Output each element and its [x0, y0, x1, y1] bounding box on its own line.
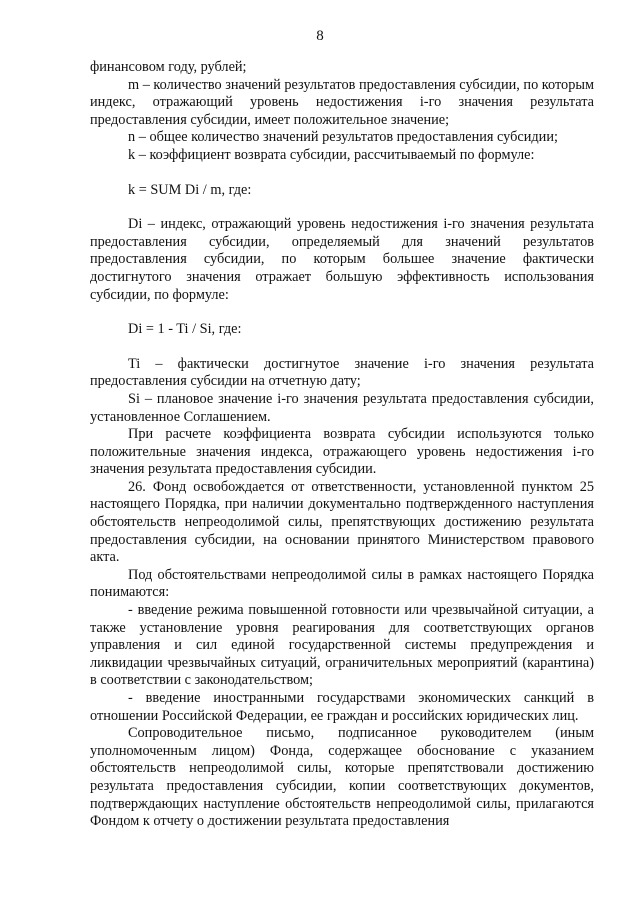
paragraph-ti-definition: Ti – фактически достигнутое значение i-го значения результата предоставления субсидии на отчетную дату; [90, 355, 594, 390]
paragraph-continuation: финансовом году, рублей; [90, 59, 247, 75]
paragraph-di-definition: Di – индекс, отражающий уровень недостижения i-го значения результата предоставления субсидии, определяемый для значений результатов предоставления субсидии, по которым большее значение фактически достигнутого значения отражает большую эффективность использования субсидии, по формуле: [90, 216, 594, 303]
paragraph-clause-26: 26. Фонд освобождается от ответственности, установленной пунктом 25 настоящего Порядка, при наличии документально подтвержденного наступления обстоятельств непреодолимой силы, препятствующих достижению результата предоставления субсидии, на основании принятого Министерством правового акта. [90, 478, 594, 566]
document-body [90, 59, 594, 831]
paragraph-k-definition: k – коэффициент возврата субсидии, рассчитываемый по формуле: [128, 146, 535, 163]
paragraph-si-definition: Si – плановое значение i-го значения результата предоставления субсидии, установленное Соглашением. [90, 390, 594, 425]
list-item-sanctions: - введение иностранными государствами экономических санкций в отношении Российской Федерации, ее граждан и российских юридических лиц. [90, 690, 594, 724]
list-item-emergency-regime: - введение режима повышенной готовности или чрезвычайной ситуации, а также установление уровня реагирования для соответствующих органов управления и сил единой государственной системы предупреждения и ликвидации чрезвычайных ситуаций, ограничительных мероприятий (карантина) в соответствии с законодательством; [90, 602, 594, 689]
formula-k: k = SUM Di / m, где: [128, 181, 252, 198]
paragraph-positive-values: При расчете коэффициента возврата субсидии используются только положительные значения индекса, отражающего уровень недостижения i-го значения результата предоставления субсидии. [90, 426, 594, 478]
paragraph-n-definition: n – общее количество значений результатов предоставления субсидии; [128, 129, 558, 146]
paragraph-cover-letter: Сопроводительное письмо, подписанное руководителем (иным уполномоченным лицом) Фонда, содержащее обоснование с указанием обстоятельств непреодолимой силы, которые препятствовали достижению результата предоставления субсидии, копии соответствующих документов, подтверждающих наступление обстоятельств непреодолимой силы, прилагаются Фондом к отчету о достижении результата предоставления [90, 725, 594, 830]
page-number: 8 [316, 28, 324, 44]
paragraph-m-definition: m – количество значений результатов предоставления субсидии, по которым индекс, отражающий уровень недостижения i-го значения результата предоставления субсидии, имеет положительное значение; [90, 76, 594, 128]
formula-di: Di = 1 - Ti / Si, где: [128, 321, 242, 338]
paragraph-force-majeure-intro: Под обстоятельствами непреодолимой силы в рамках настоящего Порядка понимаются: [90, 566, 594, 601]
